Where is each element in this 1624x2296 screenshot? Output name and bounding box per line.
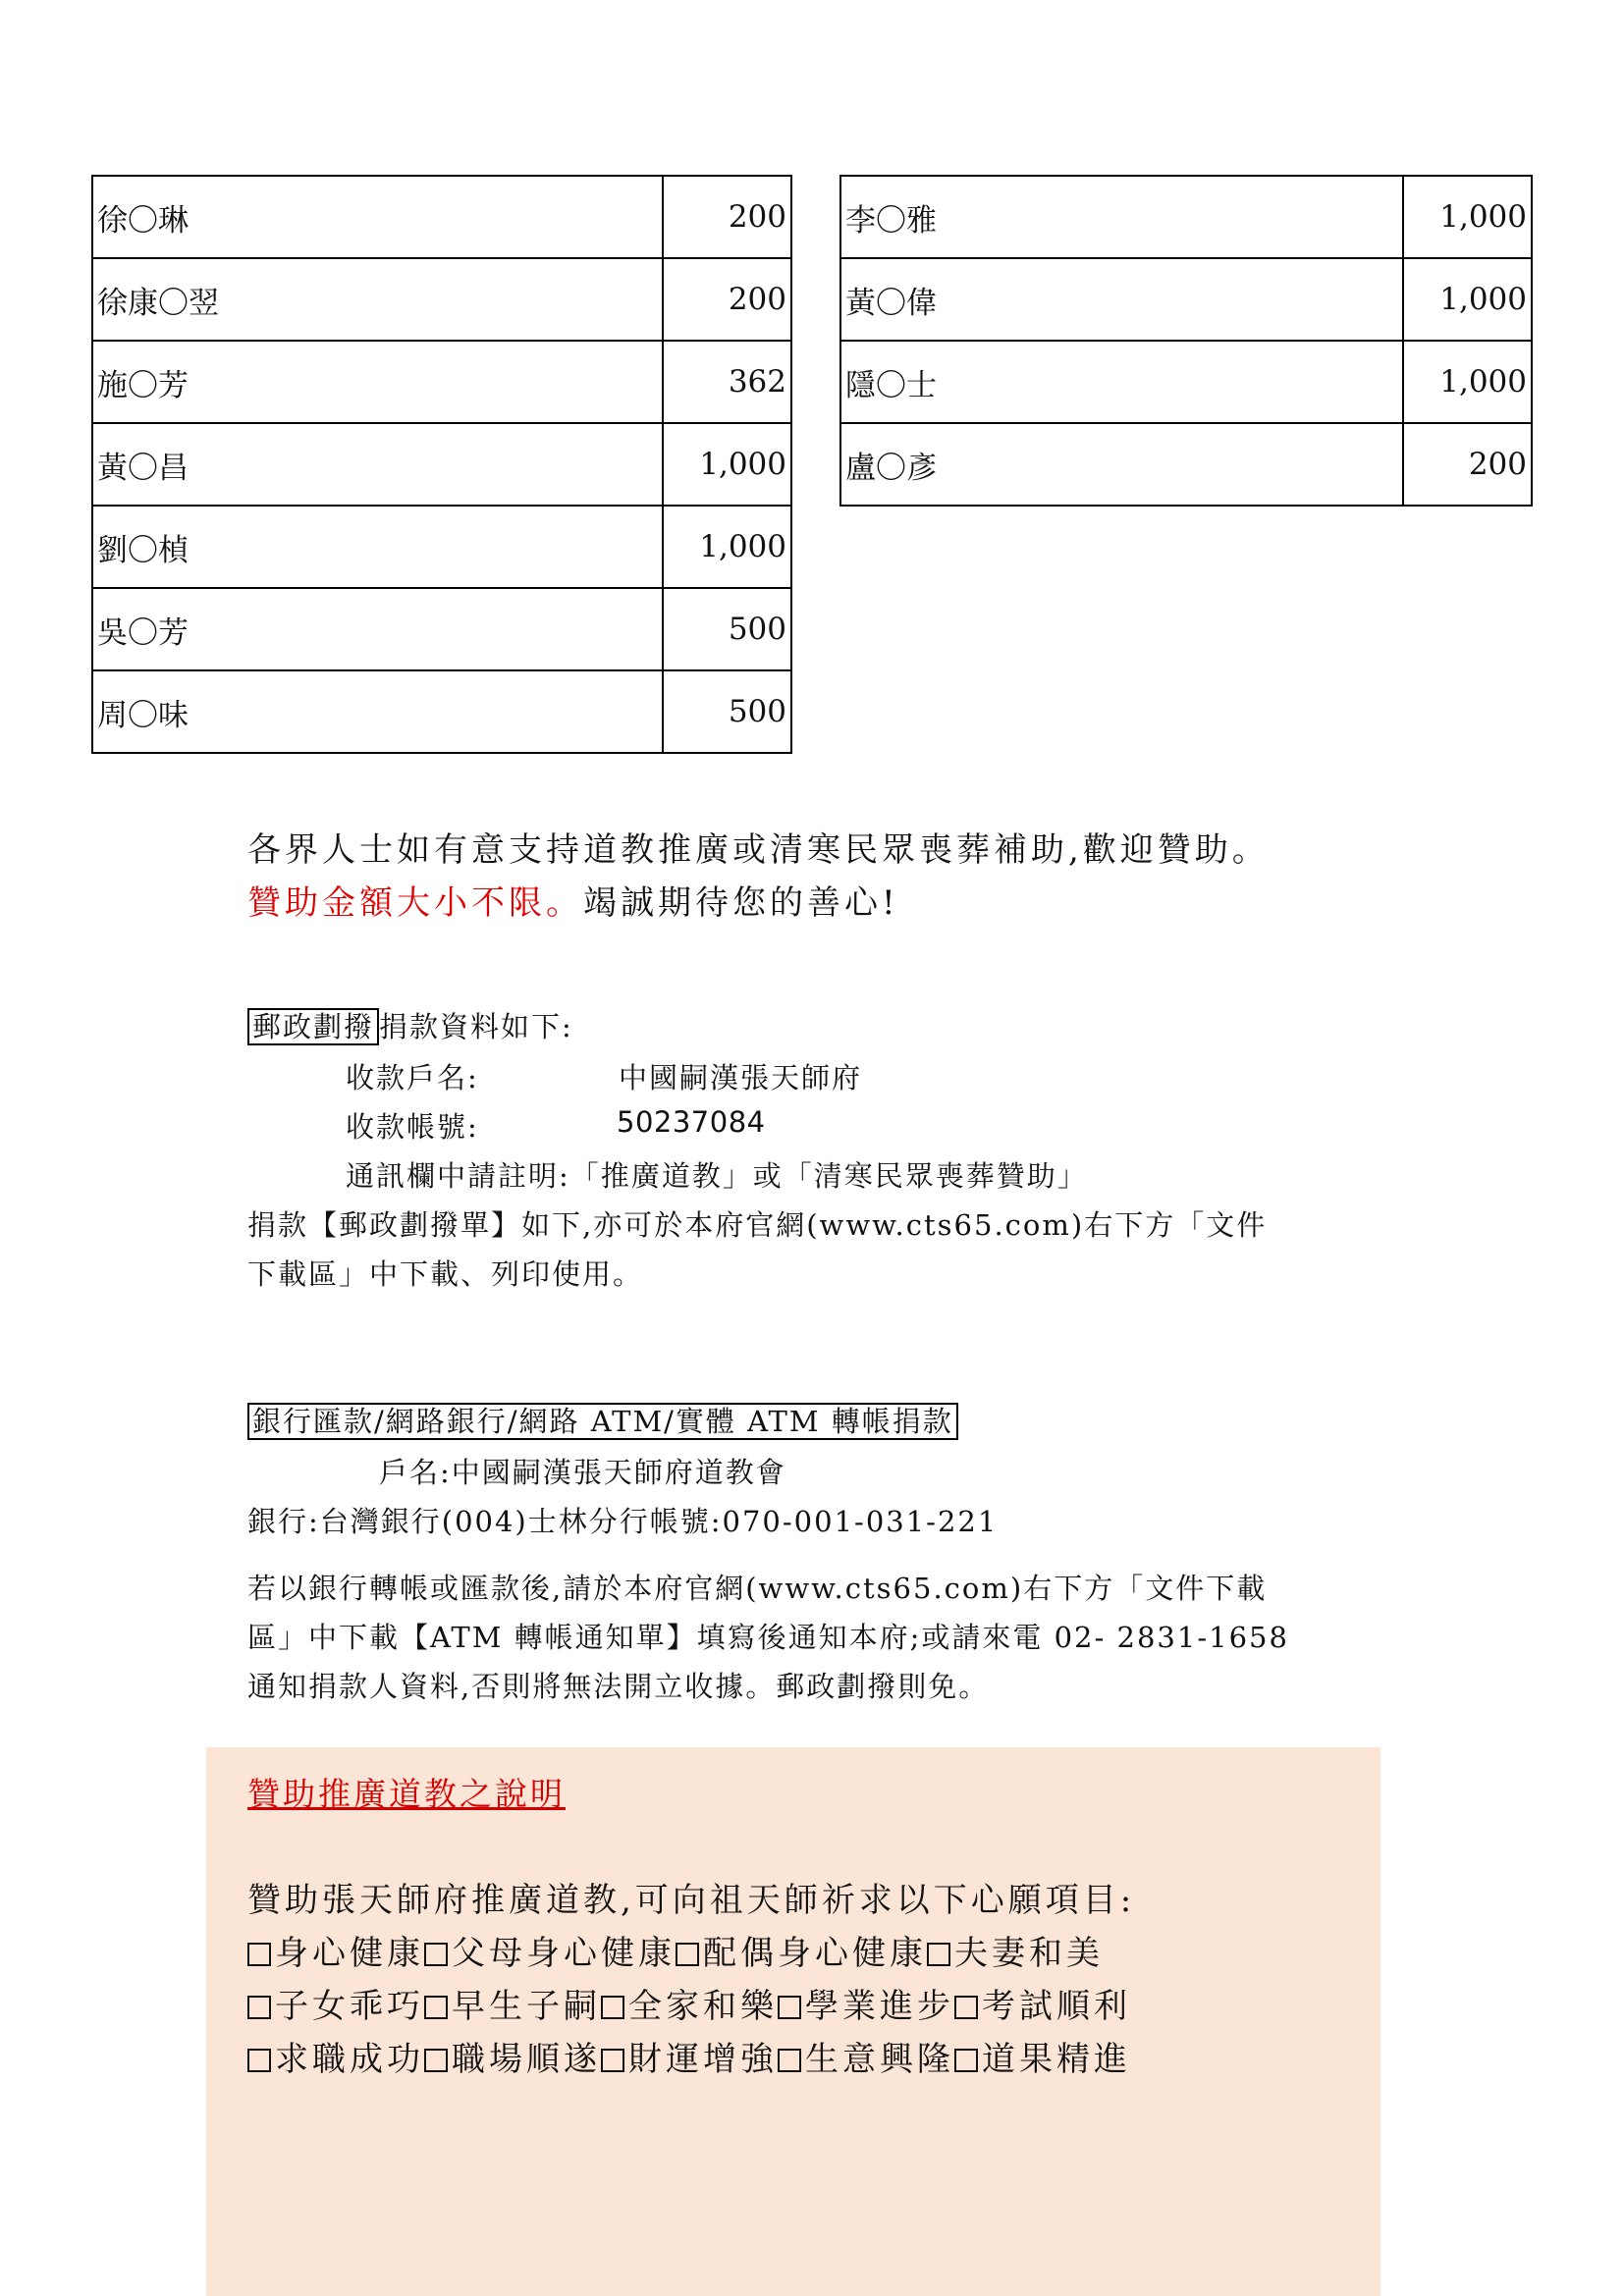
wish-option <box>424 2040 601 2079</box>
wish-option <box>676 1934 927 1973</box>
wish-option <box>247 2040 424 2079</box>
donor-name: 隱〇士 <box>840 341 1403 423</box>
checkbox-icon <box>247 2049 271 2072</box>
checkbox-icon <box>954 1996 978 2019</box>
sponsor-panel-title: 贊助推廣道教之說明 <box>247 1775 566 1813</box>
wish-row <box>247 1979 1131 2027</box>
account-label: 收款帳號: <box>346 1110 479 1144</box>
table-row <box>92 341 791 423</box>
intro-line-2 <box>247 876 899 924</box>
postal-heading <box>247 1005 573 1045</box>
wish-option-label: 子女乖巧 <box>275 1987 424 2026</box>
postal-heading-boxed: 郵政劃撥 <box>247 1008 379 1045</box>
bank-notice-line-2: 區」中下載【ATM 轉帳通知單】填寫後通知本府;或請來電 02- 2831-1658 <box>247 1621 1289 1654</box>
wish-option-label: 財運增強 <box>628 2040 778 2079</box>
wish-option-label: 全家和樂 <box>628 1987 778 2026</box>
donor-name: 吳〇芳 <box>92 588 663 670</box>
checkbox-icon <box>676 1943 699 1966</box>
donor-name: 盧〇彥 <box>840 423 1403 506</box>
wish-option-label: 夫妻和美 <box>954 1934 1104 1973</box>
checkbox-icon <box>954 2049 978 2072</box>
postal-form-line-1: 捐款【郵政劃撥單】如下,亦可於本府官網(www.cts65.com)右下方「文件 <box>247 1208 1268 1242</box>
wish-option <box>778 2040 954 2079</box>
wish-option <box>424 1934 676 1973</box>
checkbox-icon <box>247 1996 271 2019</box>
donor-amount: 1,000 <box>663 423 791 506</box>
wish-option-label: 求職成功 <box>275 2040 424 2079</box>
checkbox-icon <box>247 1943 271 1966</box>
donor-amount: 1,000 <box>1403 341 1532 423</box>
bank-heading-boxed: 銀行匯款/網路銀行/網路 ATM/實體 ATM 轉帳捐款 <box>247 1403 958 1440</box>
postal-heading-rest: 捐款資料如下: <box>379 1010 573 1043</box>
donor-table-left <box>91 175 792 754</box>
wish-option <box>247 1934 424 1973</box>
wish-option-label: 考試順利 <box>982 1987 1131 2026</box>
checkbox-icon <box>601 2049 624 2072</box>
sponsor-panel <box>206 1747 1380 2296</box>
bank-notice-line-3: 通知捐款人資料,否則將無法開立收據。郵政劃撥則免。 <box>247 1670 990 1703</box>
wish-option-label: 職場順遂 <box>452 2040 601 2079</box>
wish-option <box>424 1987 601 2026</box>
wish-row <box>247 2032 1131 2080</box>
intro-line-1: 各界人士如有意支持道教推廣或清寒民眾喪葬補助,歡迎贊助。 <box>247 830 1270 870</box>
donor-name: 徐〇琳 <box>92 176 663 258</box>
bank-notice-line-1: 若以銀行轉帳或匯款後,請於本府官網(www.cts65.com)右下方「文件下載 <box>247 1572 1268 1605</box>
donor-name: 徐康〇翌 <box>92 258 663 341</box>
table-row <box>92 423 791 506</box>
donor-name: 施〇芳 <box>92 341 663 423</box>
donor-amount: 362 <box>663 341 791 423</box>
table-row <box>92 258 791 341</box>
intro-red-text: 贊助金額大小不限。 <box>247 883 583 923</box>
donor-amount: 500 <box>663 588 791 670</box>
wish-option-label: 配偶身心健康 <box>703 1934 927 1973</box>
wish-option <box>247 1987 424 2026</box>
table-row <box>840 423 1532 506</box>
table-row <box>840 258 1532 341</box>
wish-option-label: 學業進步 <box>805 1987 954 2026</box>
wish-option <box>778 1987 954 2026</box>
table-row <box>840 176 1532 258</box>
checkbox-icon <box>424 1996 448 2019</box>
wish-option <box>954 2040 1131 2079</box>
donor-name: 周〇味 <box>92 670 663 753</box>
donor-amount: 1,000 <box>663 506 791 588</box>
donor-amount: 1,000 <box>1403 258 1532 341</box>
sponsor-panel-intro: 贊助張天師府推廣道教,可向祖天師祈求以下心願項目: <box>247 1881 1136 1920</box>
table-row <box>92 176 791 258</box>
table-row <box>92 506 791 588</box>
payee-label: 收款戶名: <box>346 1061 479 1095</box>
bank-account-name: 戶名:中國嗣漢張天師府道教會 <box>379 1456 786 1489</box>
donor-name: 李〇雅 <box>840 176 1403 258</box>
checkbox-icon <box>601 1996 624 2019</box>
wish-option-label: 生意興隆 <box>805 2040 954 2079</box>
wish-option <box>601 2040 778 2079</box>
wish-row <box>247 1926 1104 1974</box>
account-value: 50237084 <box>617 1105 766 1139</box>
donor-name: 黃〇偉 <box>840 258 1403 341</box>
note-line: 通訊欄中請註明:「推廣道教」或「清寒民眾喪葬贊助」 <box>346 1159 1088 1193</box>
donor-name: 劉〇楨 <box>92 506 663 588</box>
donor-table-right <box>839 175 1533 507</box>
checkbox-icon <box>778 1996 801 2019</box>
payee-value: 中國嗣漢張天師府 <box>619 1061 863 1095</box>
checkbox-icon <box>424 1943 448 1966</box>
donor-amount: 200 <box>663 176 791 258</box>
table-row <box>840 341 1532 423</box>
wish-option-label: 身心健康 <box>275 1934 424 1973</box>
wish-option-label: 早生子嗣 <box>452 1987 601 2026</box>
intro-rest-text: 竭誠期待您的善心! <box>583 883 899 923</box>
donor-amount: 200 <box>1403 423 1532 506</box>
wish-option <box>601 1987 778 2026</box>
postal-form-line-2: 下載區」中下載、列印使用。 <box>247 1257 644 1291</box>
checkbox-icon <box>927 1943 950 1966</box>
bank-heading <box>247 1400 958 1440</box>
table-row <box>92 670 791 753</box>
wish-option-label: 父母身心健康 <box>452 1934 676 1973</box>
donor-name: 黃〇昌 <box>92 423 663 506</box>
table-row <box>92 588 791 670</box>
checkbox-icon <box>424 2049 448 2072</box>
wish-option <box>954 1987 1131 2026</box>
wish-option <box>927 1934 1104 1973</box>
bank-line: 銀行:台灣銀行(004)士林分行帳號:070-001-031-221 <box>247 1505 999 1538</box>
checkbox-icon <box>778 2049 801 2072</box>
donor-amount: 1,000 <box>1403 176 1532 258</box>
donor-amount: 200 <box>663 258 791 341</box>
donor-amount: 500 <box>663 670 791 753</box>
wish-option-label: 道果精進 <box>982 2040 1131 2079</box>
